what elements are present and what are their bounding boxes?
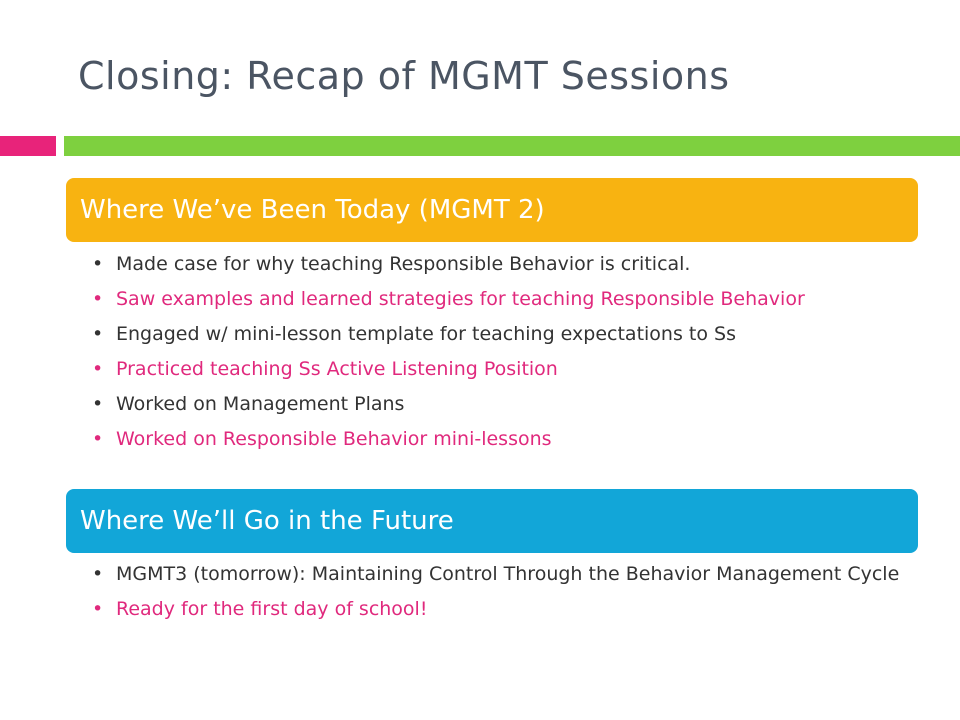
list-item xyxy=(92,392,912,416)
list-item-text: Worked on Responsible Behavior mini-lessons xyxy=(116,428,552,450)
list-item xyxy=(92,357,912,381)
bullet-icon: • xyxy=(92,253,104,275)
section-header-past: Where We’ve Been Today (MGMT 2) xyxy=(66,178,918,242)
list-item-text: Worked on Management Plans xyxy=(116,393,405,415)
list-item-text: Saw examples and learned strategies for teaching Responsible Behavior xyxy=(116,288,805,310)
bullet-icon: • xyxy=(92,393,104,415)
list-item-text: Practiced teaching Ss Active Listening Position xyxy=(116,358,558,380)
list-item-text: MGMT3 (tomorrow): Maintaining Control Through the Behavior Management Cycle xyxy=(116,563,900,585)
slide-title: Closing: Recap of MGMT Sessions xyxy=(78,54,730,98)
list-item xyxy=(92,427,912,451)
list-item-text: Made case for why teaching Responsible Behavior is critical. xyxy=(116,253,691,275)
list-item xyxy=(92,597,912,621)
bullet-icon: • xyxy=(92,323,104,345)
list-item-text: Ready for the first day of school! xyxy=(116,598,428,620)
bullet-list-future xyxy=(92,562,912,632)
bullet-icon: • xyxy=(92,358,104,380)
bullet-list-past xyxy=(92,252,912,462)
pink-accent-bar xyxy=(0,136,56,156)
list-item xyxy=(92,322,912,346)
bullet-icon: • xyxy=(92,428,104,450)
green-accent-bar xyxy=(64,136,960,156)
bullet-icon: • xyxy=(92,598,104,620)
bullet-icon: • xyxy=(92,563,104,585)
list-item xyxy=(92,252,912,276)
list-item xyxy=(92,287,912,311)
bullet-icon: • xyxy=(92,288,104,310)
list-item-text: Engaged w/ mini-lesson template for teaching expectations to Ss xyxy=(116,323,736,345)
section-header-future: Where We’ll Go in the Future xyxy=(66,489,918,553)
list-item xyxy=(92,562,912,586)
